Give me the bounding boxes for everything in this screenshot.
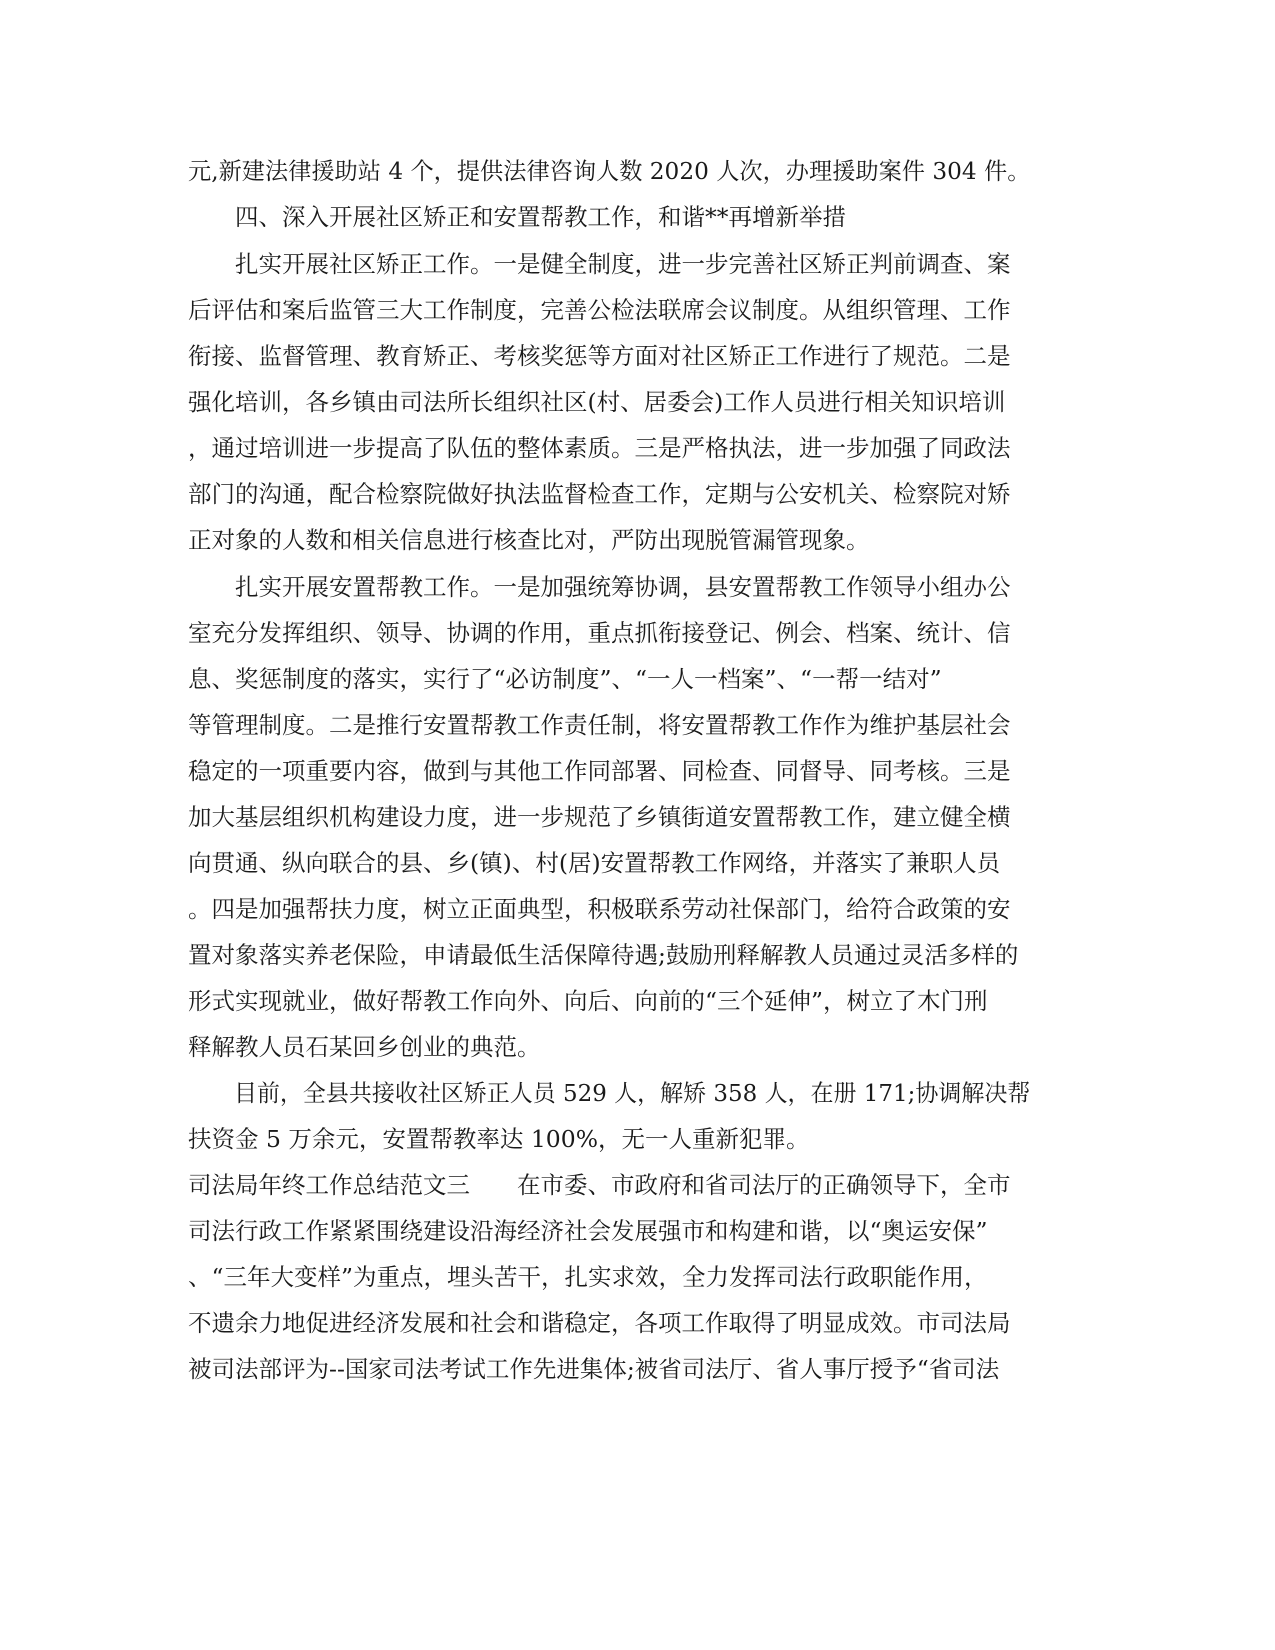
text-line: 等管理制度。二是推行安置帮教工作责任制，将安置帮教工作作为维护基层社会 <box>188 711 1011 739</box>
text-line: ，通过培训进一步提高了队伍的整体素质。三是严格执法，进一步加强了同政法 <box>188 434 1011 462</box>
text-line: 。四是加强帮扶力度，树立正面典型，积极联系劳动社保部门，给符合政策的安 <box>188 895 1011 923</box>
text-line: 扶资金 5 万余元，安置帮教率达 100%，无一人重新犯罪。 <box>188 1125 810 1153</box>
text-line: 部门的沟通，配合检察院做好执法监督检查工作，定期与公安机关、检察院对矫 <box>188 480 1011 508</box>
text-line: 加大基层组织机构建设力度，进一步规范了乡镇街道安置帮教工作，建立健全横 <box>188 803 1011 831</box>
text-line: 强化培训，各乡镇由司法所长组织社区(村、居委会)工作人员进行相关知识培训 <box>188 388 1006 416</box>
text-line: 扎实开展社区矫正工作。一是健全制度，进一步完善社区矫正判前调查、案 <box>188 250 1011 278</box>
text-line: 不遗余力地促进经济发展和社会和谐稳定，各项工作取得了明显成效。市司法局 <box>188 1309 1011 1337</box>
text-line: 扎实开展安置帮教工作。一是加强统筹协调，县安置帮教工作领导小组办公 <box>188 573 1011 601</box>
text-line: 置对象落实养老保险，申请最低生活保障待遇;鼓励刑释解教人员通过灵活多样的 <box>188 941 1019 969</box>
section-heading: 四、深入开展社区矫正和安置帮教工作，和谐**再增新举措 <box>188 203 846 231</box>
text-line: 释解教人员石某回乡创业的典范。 <box>188 1033 541 1061</box>
text-line: 向贯通、纵向联合的县、乡(镇)、村(居)安置帮教工作网络，并落实了兼职人员 <box>188 849 1001 877</box>
text-line: 稳定的一项重要内容，做到与其他工作同部署、同检查、同督导、同考核。三是 <box>188 757 1011 785</box>
text-line: 形式实现就业，做好帮教工作向外、向后、向前的“三个延伸”，树立了木门刑 <box>188 987 988 1015</box>
text-line: 目前，全县共接收社区矫正人员 529 人，解矫 358 人，在册 171;协调解决帮 <box>188 1079 1031 1107</box>
text-line: 室充分发挥组织、领导、协调的作用，重点抓衔接登记、例会、档案、统计、信 <box>188 619 1011 647</box>
text-line: 息、奖惩制度的落实，实行了“必访制度”、“一人一档案”、“一帮一结对” <box>188 665 942 693</box>
text-line: 、“三年大变样”为重点，埋头苦干，扎实求效，全力发挥司法行政职能作用， <box>188 1263 988 1291</box>
text-line: 元,新建法律援助站 4 个，提供法律咨询人数 2020 人次，办理援助案件 304 件。 <box>188 157 1031 185</box>
text-line: 司法局年终工作总结范文三 在市委、市政府和省司法厅的正确领导下，全市 <box>188 1171 1011 1199</box>
text-line: 司法行政工作紧紧围绕建设沿海经济社会发展强市和构建和谐，以“奥运安保” <box>188 1217 988 1245</box>
text-line: 衔接、监督管理、教育矫正、考核奖惩等方面对社区矫正工作进行了规范。二是 <box>188 342 1011 370</box>
text-line: 正对象的人数和相关信息进行核查比对，严防出现脱管漏管现象。 <box>188 526 870 554</box>
text-line: 被司法部评为--国家司法考试工作先进集体;被省司法厅、省人事厅授予“省司法 <box>188 1355 1000 1383</box>
text-line: 后评估和案后监管三大工作制度，完善公检法联席会议制度。从组织管理、工作 <box>188 296 1011 324</box>
